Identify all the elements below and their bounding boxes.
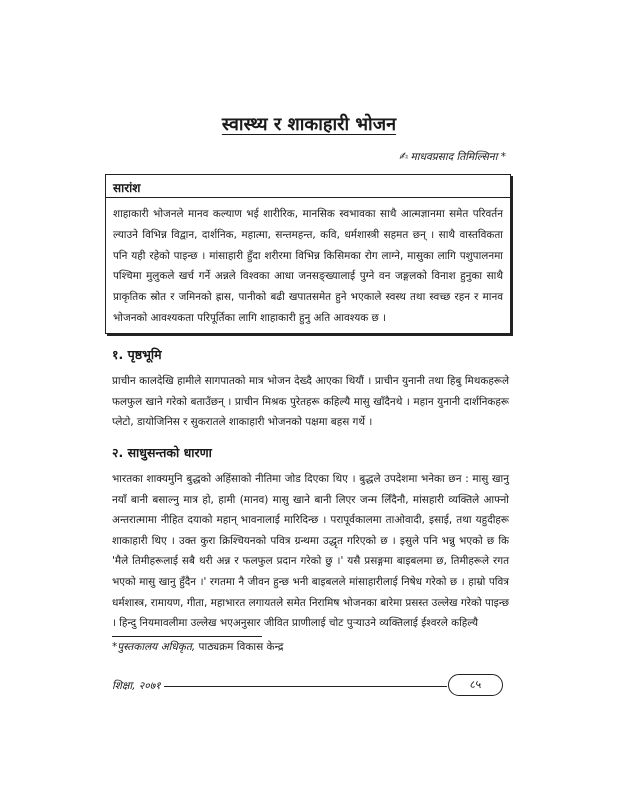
section-paragraph: भारतका शाक्यमुनि बुद्धको अहिंसाको नीतिमा जोड दिएका थिए । बुद्धले उपदेशमा भनेका छन : मासु खानु नयाँ बानी बसाल्नु मात्र हो, हामी (मानव) मासु खाने बानी लिएर जन्म लिँदैनौ, मांसहारी व्यक्तिले आफ्नो अन्तरात्मामा नीहित दयाको महान् भावनालाई मारिदिन्छ । परापूर्वकालमा ताओवादी, इसाई, तथा यहुदीहरू शाकाहारी थिए । उक्त कुरा क्रिश्चियनको पवित्र ग्रन्थमा उद्धृत गरिएको छ । इसुले पनि भन्नु भएको छ कि 'मैले तिमीहरूलाई सबै थरी अन्न र फलफुल प्रदान गरेको छु ।' यसै प्रसङ्गमा बाइबलमा छ, तिमीहरूले रगत भएको मासु खानु हुँदैन ।' रगतमा नै जीवन हुन्छ भनी बाइबलले मांसाहारीलाई निषेध गरेको छ । हाम्रो पवित्र धर्मशास्त्र, रामायण, गीता, महाभारत लगायतले समेत निरामिष भोजनका बारेमा प्रसस्त उल्लेख गरेको पाइन्छ । हिन्दु नियमावलीमा उल्लेख भएअनुसार जीवित प्राणीलाई चोट पुऱ्याउने व्यक्तिलाई ईश्वरले कहिल्यै [112, 473, 509, 630]
author-name: माधवप्रसाद तिमिल्सिना * [410, 151, 506, 163]
abstract-text: शाहाकारी भोजनले मानव कल्याण भई शारीरिक, मानसिक स्वभावका साथै आत्मज्ञानमा समेत परिवर्तन ल्याउने विभिन्न विद्वान, दार्शनिक, महात्मा, सन्तमहन्त, कवि, धर्मशास्त्री सहमत छन् । साथै वास्तविकता पनि यही रहेको पाइन्छ । मांसाहारी हुँदा शरीरमा विभिन्न किसिमका रोग लाग्ने, मासुका लागि पशुपालनमा पश्चिमा मुलुकले खर्च गर्ने अन्नले विश्वका आधा जनसङ्ख्यालाई पुग्ने वन जङ्गलको विनाश हुनुका साथै प्राकृतिक स्रोत र जमिनको ह्रास, पानीको बढी खपातसमेत हुने भएकाले स्वस्थ तथा स्वच्छ रहन र मानव भोजनको आवश्यकता परिपूर्तिका लागि शाहाकारी हुनु अति आवश्यक छ । [113, 208, 503, 324]
footnote-divider [112, 636, 262, 637]
footnote-organization: पाठ्यक्रम विकास केन्द्र [195, 641, 284, 653]
page-number: ८५ [448, 674, 503, 696]
journal-label: शिक्षा, २०७१ [112, 680, 161, 692]
abstract-box [105, 174, 511, 334]
author-line [399, 150, 506, 164]
footnote [112, 640, 283, 654]
section-heading: २. साधुसन्तको धारणा [112, 445, 212, 460]
section-saints-view [112, 443, 509, 634]
abstract-divider [106, 197, 510, 198]
section-paragraph: प्राचीन कालदेखि हामीले सागपातको मात्र भोजन देख्दै आएका थियौं । प्राचीन युनानी तथा हिबु मिथकहरूले फलफुल खाने गरेको बताउँछन् । प्राचीन मिश्रक पुरेतहरू कहिल्यै मासु खाँदैनथे । महान युनानी दार्शनिकहरू प्लेटो, डायोजिनिस र सुकरातले शाकाहारी भोजनको पक्षमा बहस गर्थे । [112, 375, 509, 429]
abstract-heading: सारांश [113, 181, 141, 195]
section-background [112, 345, 509, 433]
section-heading: १. पृष्ठभूमि [112, 347, 162, 362]
footnote-affiliation: *पुस्तकालय अधिकृत, [112, 641, 196, 653]
article-title: स्वास्थ्य र शाकाहारी भोजन [221, 114, 397, 135]
pen-icon: ✍ [399, 150, 409, 163]
footer-divider [164, 686, 447, 687]
